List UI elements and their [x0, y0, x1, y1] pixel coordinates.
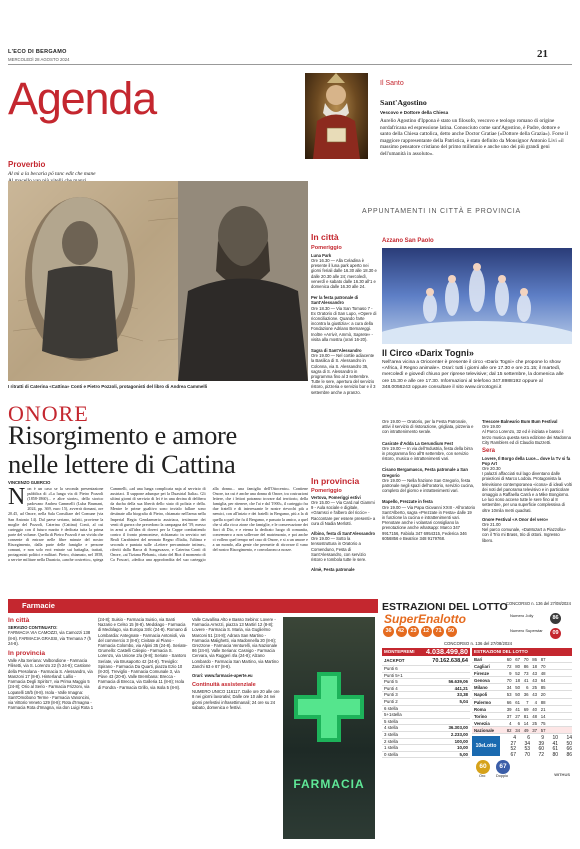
article-kicker: ONORE — [8, 401, 89, 426]
wheel-number: 25 — [532, 720, 537, 726]
article-text: on è un caso se la seconda presentazione pubblica di «La lunga via di Pietro Pozzoli (1858-1860)... e altre storie», dello storico padovano Andrea Cammelli (Luba Brumani, 2024, pp. 369, euro 15), avverrà domani, ore 20.45, ad Onore, nella Sala Consiliare del Comune (via San Antonio 14). Dal paese seriano, infatti, proviene la moglie del Pozzoli, Caterina (Cattina) Conti, al cui carteggio con il futuro marito è dedicata tutta la prima parte del volume. Quella di Pietro Pozzoli è un vivida che consente di entrare nelle fibre minute del nostro Risorgimento, dalla parte delle famiglie e persone comuni, e non solo eroi entrate sui battaglia, trattati, protagonisti politici e militari. Pietro, chiamato, nel 1858, a servire militare nella Duastria, «anche costretto», spiega Cammelli, «ad una lunga complicata naja al servizio di austriaci. Il suppone adunque pei la Duastrial Italia». Gli ultimi giorni di servizio di lei è in una decina di delibera da ducha della sua libertà dello stato di polizia e della. Mentre le prime gualtivo sono invialo fallare sono destinate alla biografia di Pietro, chiamato nell'arma nella Imperial Regia Gendarmeria austriaca, testimone dei venti di guerra che precedono la campagna del '59, messo in armi a all'idea di doveri per la Cappe combattendo contro il fronto piemontese, richiamato in servizio nei Reali Carabinieri del neonato Regno d'Italia, l'ultima e seconda e puntata sulle «Lettere precuminate intime», riferiti dalla Barca di Songavazzo, e Caterina Conti di Onore, «ai Tiziana Plebani», citato del Biot il momento di Ca Foscari, «dedica una approfondita del suo carteggio alla donna... una famiglia dell'Ottocento». Contiene Onore, tra cui è anche una donna di Onore, tra costruzioni lettere, che i lettori potranno trovare dal territorio, della famiglia, per ritenere, che l'ai e dal '1900», il carteggio fra due fratelli e di interessante le nostre rievochi più a nemici, con all'inizio e dei fratelli in Bergamo, più a la di quella a quel che fu il Bergamo, e passato la amico, a quel che sì alla ricca zione che famiglie, e le conservazione dei fiori di Dio, e e eterna la dedicato luogo di comunita, convennero a non sollevare del matrimonio, e poi anche ci vollero quel tempo nel caso di Onore, e si a un amore e a un mondo, alla gente che permette di ritrovare il vano del nostro Risorgimento, e convolarono a nozze. — [8, 486, 308, 563]
mapello-title: Mapello, Prezzate in festa — [382, 499, 433, 505]
article-dropcap: N — [8, 486, 26, 510]
montepremi-value: 4.038.499,80 — [426, 647, 468, 656]
wheel-number: 50 — [515, 685, 520, 691]
wheel-number: 70 — [523, 657, 529, 662]
wheel-number: 57 — [540, 727, 546, 733]
10elotto-number: 86 — [566, 751, 572, 758]
superstar-label: Numero Superstar — [510, 628, 543, 633]
issue-date: MERCOLEDÌ 28 AGOSTO 2024 — [8, 57, 70, 62]
farmacie-prov-title: In provincia — [8, 650, 46, 658]
prize-category: 2 stella — [384, 738, 398, 744]
wheel-number: 48 — [540, 671, 546, 677]
wheel-row — [472, 684, 572, 691]
prize-amount: 33,38 — [457, 692, 468, 698]
wheel-number: 49 — [523, 727, 529, 733]
wheel-row — [472, 663, 572, 670]
castro-title: Casirate d'Adda La Gerundium Fest — [382, 440, 454, 446]
10elotto-number: 14 — [566, 735, 572, 741]
wheel-number: 67 — [515, 657, 520, 662]
albino-title: Albino, festa di Sant'Alessandro — [311, 530, 376, 536]
wheel-city: Firenze — [474, 671, 490, 677]
wheel-number: 73 — [523, 671, 529, 677]
wheel-number: 88 — [540, 699, 546, 705]
wheel-number: 87 — [540, 657, 546, 662]
wheel-number: 43 — [532, 671, 537, 677]
prize-amount: 2.233,00 — [450, 731, 468, 737]
wheel-number: 70 — [540, 664, 546, 670]
prize-row — [382, 732, 470, 739]
wheel-city: Torino — [474, 713, 488, 719]
luna-text: Ore 16.30 — Alla Celadina è presente il luna park aperto nei giorni feriali dalle 16.30 alle 18.30 e dalle 20.30 alle 24; mercoledì, venerdì e sabato dalle 16.30 all'1 e domenica dalle 16.30 alle 24. — [311, 257, 377, 289]
trescore-title: Trescore Balneario Bum Bum Festival — [482, 419, 558, 424]
sponsor-label: WITHUS — [554, 772, 570, 777]
prize-category: Punti 3 — [384, 692, 398, 698]
10elotto-number: 50 — [566, 740, 572, 747]
wheel-list — [472, 656, 572, 734]
appuntamenti-banner — [311, 199, 572, 215]
superenalotto-numbers — [383, 626, 503, 637]
article-body — [8, 486, 308, 594]
10elotto-number: 61 — [552, 746, 558, 753]
wheel-row — [472, 713, 572, 720]
albino-text: Ore 19.00 — Sotto la tensostruttura in Oratorio a Comenduno, Festa di Sant'Alessandro, con servizio ristoro e tombola tutte le sere. — [311, 536, 367, 562]
jolly-block — [510, 613, 572, 625]
lovere-text: I palazzi affacciati sul lago diventano dalle proiezioni di Marco Lodola. Protagonista la televisione contemporanea «icona» di ideali volti dei noti del panorama televisivo e in particolare omaggio a Raffaella Carrà e a Mike Bongiorno. Le luci sono accese tutte le sere fino al 8 settembre, per una superficie complessiva di oltre 10mila metri quadrati. — [482, 471, 572, 513]
10elotto-number: 27 — [510, 740, 516, 747]
wheel-city: Palermo — [474, 699, 491, 705]
onore-text: Nel parco comunale, «DaMozart a Piazzolla» con il Trio mi Brass, trio di ottoni. Ingresso libero. — [482, 527, 566, 543]
circo-title: Il Circo «Darix Togni» — [382, 348, 474, 358]
sera-title: Sera — [482, 448, 496, 455]
estrazioni-header — [472, 648, 572, 656]
prize-category: 3 stella — [384, 731, 398, 737]
10elotto-logo — [472, 736, 500, 756]
wheel-number: 7 — [526, 699, 529, 705]
prize-amount: 441,21 — [454, 685, 468, 691]
se-number-6: 50 — [446, 626, 457, 637]
saint-illustration — [305, 73, 368, 159]
farmacie-col3-text: Valle Cavallina Alto e Basso Sebino: Lovere - Farmacia Arrezzi, piazza 13 Martiri 12 (8-8); Lovere - Farmacia S. Maria, via Guglielmo Marconi 51 (24-8); Adrara San Martino - Farmacia Malighetti, via Madonnella 20 (8-8); Grezzone - Farmacia Venturelli, via Nazionale 86 (24-8). Valle Seriana: Casnigo - Farmacia Cervara, via Ruggeri 4/a (24-8); Alzano Lombardo - Farmacia San Martino, via Martino Zanchi 63 e 67 (8-8). — [192, 617, 279, 669]
wheel-row — [472, 699, 572, 706]
prize-amount: 10,00 — [457, 745, 468, 751]
oro-number: 60 — [476, 760, 490, 774]
10elotto-number: 53 — [524, 746, 530, 753]
wheel-number: 34 — [506, 685, 512, 691]
wheel-number: 34 — [515, 727, 520, 733]
wheel-number: 60 — [506, 657, 512, 662]
luna-title: Luna Park — [311, 252, 332, 258]
prize-category: Punti 5+1 — [384, 672, 403, 678]
wheel-city: Cagliari — [474, 664, 490, 670]
wheel-city: Milano — [474, 685, 488, 691]
citta-pomeriggio: Pomeriggio — [311, 244, 342, 251]
wheel-number: 41 — [523, 678, 529, 684]
article-title-line1: Risorgimento e amore — [8, 420, 238, 450]
prize-category: 6 stella — [384, 705, 398, 711]
montepremi-label: MONTEPREMI — [384, 649, 415, 654]
prize-amount: 56.639,06 — [448, 679, 468, 685]
wheel-number: 41 — [515, 706, 520, 712]
wheel-number: 14 — [540, 713, 546, 719]
prize-amount: 36.303,00 — [448, 725, 468, 731]
continuita-text: NUMERO UNICO 116117. Dalle ore 20 alle ore 8 nei giorni lavorativi; Dalle ore 10 alle 24 nei giorni prefestivi infrasettimanali; 24 ore su 24 sabato, domenica e festivi. — [192, 689, 280, 710]
wheel-row — [472, 720, 572, 727]
provincia-pomeriggio: Pomeriggio — [311, 487, 342, 494]
10elotto-label: 10eLotto — [475, 743, 497, 749]
farmacie-banner — [8, 599, 378, 613]
wheel-number: 36 — [523, 692, 529, 698]
se-number-1: 36 — [383, 626, 394, 637]
10elotto-number: 52 — [510, 746, 516, 753]
prize-row — [382, 739, 470, 746]
wheel-city: Genova — [474, 678, 490, 684]
prize-row — [382, 673, 470, 680]
farmacie-title: Farmacie — [22, 601, 55, 610]
santo-name: Sant'Agostino — [380, 98, 427, 107]
wheel-row — [472, 691, 572, 698]
farmacie-col2: (24-8); Suisio - Farmacia Suisio, via Santi Nazario e Celso 15 (8-8). Medolago - Farmacia di Medolago, via Europa 34/c (24-8). Romano di Lombardia: Antegnate - Farmacia Antonioli, via del commercio 3 (8-8); Civitate al Piano - Farmacia Colombo, via Alpini 35 (24-8). Seriate-Grumello: Castelli Calepio - Farmacia S. Lorenzo, via Unione 2/a (8-8); Seriate - Santoro Seriate, via Brusaporto 42 (24-8). Treviglio: Spirano - Farmacia Da Quarti, piazza Ezio 10 (8-20). Treviglio - Farmacia Comunale 3, via Pùve 43 (20-8). Valle Brembana: Brecca - Farmacia di Brecca, via Galleria 11 (8-8); Isola di Fondra - Farmacia Grillo, via Isola 5 (8-8). — [98, 617, 188, 690]
10elotto-number: 66 — [566, 746, 572, 753]
prize-category: 5+1stella — [384, 712, 402, 718]
proverb-dialect: Al mì a la becarìa pö tanc edìt che mane — [8, 171, 96, 177]
farmacie-col3 — [192, 617, 280, 710]
wheel-number: 37 — [532, 727, 537, 733]
wheel-number: 21 — [540, 706, 546, 712]
10elotto-number: 72 — [538, 751, 544, 758]
citta-column — [311, 232, 377, 395]
prize-category: Punti 2 — [384, 698, 398, 704]
prize-row — [382, 745, 470, 752]
photo-caption: I ritratti di Caterina «Cattina» Conti e Pietro Pozzoli, protagonisti del libro di Andrea Cammelli — [8, 384, 208, 389]
oro-doppio-block — [472, 760, 572, 778]
lovere-time: Ore 20.30 — [482, 465, 501, 471]
prize-category: Punti 6 — [384, 666, 398, 671]
superstar-block — [510, 628, 572, 640]
lovere-title: Lovere, Il Borgo della Luce... dove la Tv si fa Pop Art — [482, 455, 571, 466]
jackpot-value: 70.162.638,64 — [432, 658, 468, 664]
superenalotto-concorso: CONCORSO n. 136 del 27/08/2024 — [443, 641, 513, 646]
wheel-city: Bari — [474, 657, 483, 662]
10elotto-number: 9 — [541, 735, 544, 741]
jolly-number: 86 — [550, 613, 561, 624]
wheel-city: Napoli — [474, 692, 488, 698]
wheel-number: 48 — [532, 713, 537, 719]
wheel-number: 4 — [534, 699, 537, 705]
wheel-number: 6 — [526, 685, 529, 691]
10elotto-number: 10 — [552, 735, 558, 741]
festa-text: Ore 18.30 — Via San Tomaso 7 - Ex Oratorio di San Lupo, «Opere di riconciliazione. Quando l'arte incontra la giustizia»: a cura della Fondazione Adriano Bernareggi. Inoltre «Arrivi!, Ammò, Saprete» - visita alla mostra (orari 16-20). — [311, 305, 377, 342]
proverb-title: Proverbio — [8, 160, 46, 169]
prize-row — [382, 686, 470, 693]
provincia-column — [311, 476, 377, 572]
cisano-text: Ore 19.00 — Nella frazione San Gregorio, festa patronale negli spazi dell'oratorio, servizio cucina, completo del giorno e intrattenimenti vari. — [382, 477, 475, 494]
castro-text: Ore 19.00 — In via dell'Industria, festa della birra in programma fino all'8 settembre, con servizio ristoro, musica e intrattenimenti vari. — [382, 445, 473, 462]
wheel-city: Roma — [474, 706, 486, 712]
jackpot-label: JACKPOT — [384, 658, 405, 663]
wheel-number: 86 — [532, 657, 537, 662]
page-number: 21 — [537, 48, 548, 60]
santo-kicker: Il Santo — [380, 80, 404, 87]
10elotto-number: 39 — [538, 740, 544, 747]
wheel-number: 40 — [532, 706, 537, 712]
prize-category: 5 stella — [384, 718, 398, 724]
se-number-4: 12 — [421, 626, 432, 637]
article-author: VINCENZO GUERCIO — [8, 480, 51, 485]
10elotto-number: 41 — [552, 740, 558, 747]
farmacie-prov-text: Valle Alta Seriana: Valbondione - Farmacia Filisetti, via S. Lorenzo 22 (h 24-8); Castione della Presolana - Farmacia S. Alessandro, via Manzoni 17 (8-8). Hinterland: Lallio - Farmacia Degli Spirito?, via Prima Maggio 5 (24-8); Orio al Serio - Farmacia Frizzoni, via Lopatelli 18/b (8-8). Isola - Valle Imagna: Sant'Omobono Terme - Farmacia Vanoncini, via Vittorio Veneto 129 (8-8); Rota d'Imagna - Farmacia Rota d'Imagna, via don Luigi Rota 1 — [8, 658, 94, 711]
superenalotto-logo: SuperEnalotto — [384, 612, 467, 626]
prize-amount: 5,04 — [459, 698, 468, 704]
header-rule-full — [8, 64, 572, 65]
trescore-time: Ore 19.00 — [482, 424, 501, 430]
prize-amount: 5,00 — [459, 751, 468, 757]
10elotto-number: 4 — [513, 735, 516, 741]
alme-text: Ore 19.00 — Oratorio, per la Festa Patronale, attivi il servizio di ristorazione, grigliata, pizzeria e con intrattenimento serale. — [382, 419, 474, 435]
appuntamenti-title: APPUNTAMENTI IN CITTÀ E PROVINCIA — [362, 208, 521, 215]
farmacia-cross-icon — [283, 617, 375, 839]
provincia-title: In provincia — [311, 476, 360, 486]
wheel-number: 14 — [523, 720, 529, 726]
prize-list — [382, 666, 470, 758]
prize-category: 1 stella — [384, 745, 398, 751]
doppio-number: 67 — [496, 760, 510, 774]
article-title-line2: nelle lettere di Cattina — [8, 449, 236, 479]
wheel-city: Venezia — [474, 720, 490, 726]
10elotto-number: 67 — [510, 751, 516, 758]
farmacia-sign-photo — [283, 617, 375, 839]
farmacia-sign-text: FARMACIA — [293, 777, 365, 791]
prize-row — [382, 706, 470, 713]
prize-row — [382, 712, 470, 719]
wheel-number: 80 — [515, 664, 520, 670]
wheel-number: 43 — [532, 692, 537, 698]
prize-row — [382, 752, 470, 759]
wheel-number: 43 — [532, 678, 537, 684]
vertova-title: Vertova, Pomeriggi estivi — [311, 494, 361, 500]
wheel-number: 75 — [540, 720, 546, 726]
wheel-number: 37 — [506, 713, 512, 719]
farmacie-citta-text: FARMACIA VIA CAMOZZI, via Camozzi 138 (8-8). FARMACIA GRASSI, via Tremana 7 (h 24-8). — [8, 630, 92, 646]
farmacie-orari[interactable]: Orari: www.farmacie-aperte.eu — [192, 673, 253, 679]
newspaper-name: L'ECO DI BERGAMO — [8, 49, 67, 55]
wheel-number: 50 — [515, 692, 520, 698]
sagra-title: Sagra di Sant'Alessandro — [311, 347, 362, 353]
wheel-row — [472, 670, 572, 677]
wheel-number: 70 — [506, 678, 512, 684]
alme-title: Almè, Festa patronale — [311, 567, 355, 573]
prize-category: Punti 5 — [384, 679, 398, 685]
circus-illustration — [382, 248, 572, 344]
wheel-row — [472, 706, 572, 713]
wheel-number: 69 — [523, 706, 529, 712]
wheel-number: 81 — [523, 713, 529, 719]
mapello-text: Ore 19.00 — Via Papa Giovanni XXIII - All'oratorio Sant'Alberto, sagra «Prezzate in Festa» dalle 19 in funzione la cucina e intrattenimenti vari. Prenotare anche i volantari consigliano la prenotazione anche whatsapp: Marco 347 9917156, Fabiola 347 6954315, Federica 346 6056856 e Beatrice 348 9179768. — [382, 504, 476, 541]
oro-label: Oro — [479, 774, 486, 778]
10elotto-numbers — [502, 736, 572, 758]
lotto-concorso: CONCORSO n. 136 del 27/08/2024 — [506, 601, 571, 606]
cisano-title: Cisano Bergamasco, Festa patronale a San Gregorio — [382, 467, 468, 478]
jolly-label: Numero Jolly — [510, 613, 534, 618]
prize-category: Punti 4 — [384, 685, 398, 691]
wheel-number: 4 — [509, 720, 512, 726]
superstar-number: 09 — [550, 628, 561, 639]
lotto-wheels — [472, 648, 572, 734]
wheel-row — [472, 656, 572, 663]
article-photo — [8, 181, 308, 381]
circo-location: Azzano San Paolo — [382, 238, 434, 244]
portraits-illustration — [8, 181, 308, 381]
wheel-number: 61 — [515, 699, 520, 705]
trescore-text: Al Parco Lorenzo, 32 ed è iniziata e basso il terzo musica questa sera edizione dei Madonna City Ramblers ed di Claudio Buzzetti. — [482, 429, 571, 445]
festa-title: Per la festa patronale di Sant'Alessandro — [311, 295, 359, 306]
wheel-number: 18 — [515, 678, 520, 684]
wheel-city: Nazionale — [474, 727, 495, 733]
prize-row — [382, 679, 470, 686]
wheel-number: 52 — [515, 671, 520, 677]
farmacie-col1 — [8, 617, 94, 710]
wheel-number: 64 — [540, 678, 546, 684]
estrazioni-label: ESTRAZIONI DEL LOTTO — [474, 649, 528, 654]
saint-portrait — [305, 73, 368, 159]
10elotto-number: 34 — [524, 740, 530, 747]
wheel-number: 39 — [506, 706, 512, 712]
se-number-5: 71 — [433, 626, 444, 637]
onore-title: Onore Festival «A Onor del vero» — [482, 516, 549, 522]
se-number-2: 42 — [396, 626, 407, 637]
wheel-number: 9 — [509, 671, 512, 677]
provincia-column-2 — [382, 419, 476, 541]
wheel-number: 82 — [506, 727, 512, 733]
sagra-text: Ore 19.00 — Nel cortile adiacente la Basilica di S. Alessandro in Colonna, via S. Alessandro 35, sagra di S. Alessandro in programma fino al 3 settembre. Tutte le sere, apertura del servizio ristoro, pizzeria e servizio bar e il 3 settembre anche a pranzo. — [311, 353, 376, 395]
santo-role: Vescovo e Dottore della Chiesa — [380, 110, 449, 115]
circo-text: Nell'area vicina a Oriocenter è presente il circo «Darix Togni» che propone lo show «Africa, il Regno animale». Orari: tutti i giorni alle ore 17.30 e ore 21.15; il martedì, mercoledì e giovedì chiuso per riprese televisive; dal 15 settembre, la domenica alle ore 15.30 e alle ore 17.30. Informazioni al telefono 347.8988192 oppure al 348.0056243 oppure consultare il sito www.circotogni.it — [382, 360, 564, 390]
prize-row — [382, 666, 470, 673]
prize-row — [382, 692, 470, 699]
prize-row — [382, 699, 470, 706]
wheel-number: 25 — [532, 685, 537, 691]
section-title: Agenda — [8, 73, 156, 124]
wheel-number: 27 — [515, 713, 520, 719]
wheel-row — [472, 727, 572, 734]
10elotto-number: 6 — [527, 735, 530, 741]
10elotto-number: 60 — [538, 746, 544, 753]
farmacie-citta-sub: SERVIZIO CONTINUATO: — [8, 625, 58, 631]
prize-row — [382, 719, 470, 726]
onore-time: Ore 21.00 — [482, 521, 501, 527]
events-column-3 — [482, 419, 572, 543]
10elotto-number: 70 — [524, 751, 530, 758]
wheel-row — [472, 677, 572, 684]
wheel-number: 18 — [532, 664, 537, 670]
santo-text: Aurelio Agostino d'Ippona è stato un filosofo, vescovo e teologo romano di origine nordafricana ed espressione latina. Conosciuto come sant'Agostino, è Padre, dottore e santo della Chiesa cattolica, detto anche Doctor Gratiae («Dottore della Grazia»). Forse il maggiore rappresentante della Patristica, è stato definito da Monsignor Antonio Livi «il massimo pensatore cristiano del primo millennio e anche uno dei più grandi geni dell'umanità in assoluto». — [380, 118, 569, 157]
vertova-text: Ore 15.00 — Via Card.nal Giammi 9 - Aula sociale e digitale, «Gramsci e l'albero del riccio» - Raccontare per essere presenti» a cura di Nadia Merlotti. — [311, 499, 376, 526]
prize-category: 4 stella — [384, 725, 398, 731]
wheel-number: 85 — [540, 685, 546, 691]
farmacie-citta-title: In città — [8, 617, 30, 624]
prize-amount: 100,00 — [454, 738, 468, 744]
citta-title: In città — [311, 232, 339, 242]
wheel-number: 72 — [506, 664, 512, 670]
10elotto-number: 80 — [552, 751, 558, 758]
wheel-number: 6 — [517, 720, 520, 726]
lotto-title: ESTRAZIONI DEL LOTTO — [382, 601, 508, 613]
circo-photo — [382, 248, 572, 344]
montepremi-table — [382, 648, 470, 758]
se-number-3: 23 — [408, 626, 419, 637]
prize-row — [382, 725, 470, 732]
doppio-label: Doppio — [496, 774, 509, 778]
wheel-number: 20 — [540, 692, 546, 698]
continuita-title: Continuità assistenziale — [192, 682, 256, 689]
wheel-number: 53 — [506, 692, 512, 698]
wheel-number: 86 — [523, 664, 529, 670]
prize-category: 0 stella — [384, 751, 398, 757]
wheel-number: 66 — [506, 699, 512, 705]
